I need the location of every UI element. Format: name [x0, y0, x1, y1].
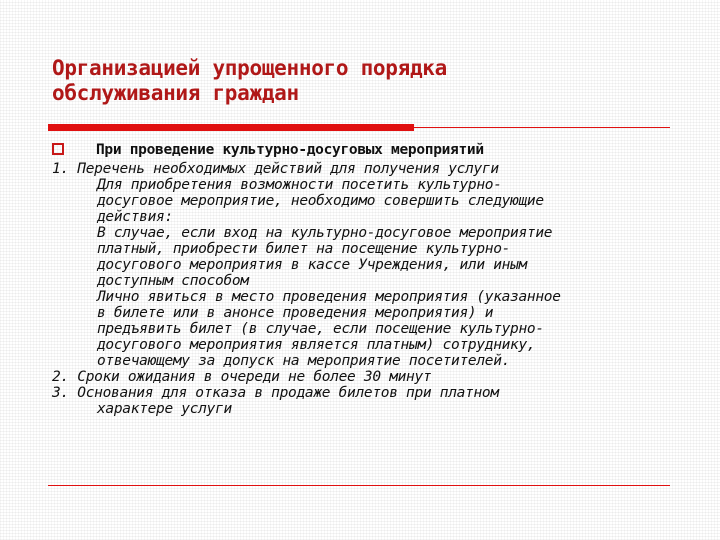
section-3-line: характере услуги	[97, 401, 232, 417]
section-3-line: 3. Основания для отказа в продаже билетов при платном	[52, 385, 499, 401]
section-3-refusal-grounds	[52, 385, 692, 417]
title-line-1: Организацией упрощенного порядка	[52, 56, 447, 80]
paragraph-line: досуговое мероприятие, необходимо совершить следующие	[97, 193, 544, 209]
paragraph-line: отвечающему за допуск на мероприятие посетителей.	[97, 353, 511, 369]
paragraph-line: В случае, если вход на культурно-досуговое мероприятие	[97, 225, 553, 241]
bullet-heading: При проведение культурно-досуговых мероприятий	[96, 142, 484, 158]
section-2-waiting-time: 2. Сроки ожидания в очереди не более 30 минут	[52, 369, 432, 385]
paragraph-acquire	[52, 177, 692, 225]
title-underline-thin	[414, 127, 670, 128]
slide-title	[52, 56, 692, 106]
paragraph-line: предъявить билет (в случае, если посещение культурно-	[97, 321, 544, 337]
paragraph-line: платный, приобрести билет на посещение культурно-	[97, 241, 511, 257]
paragraph-line: Для приобретения возможности посетить культурно-	[97, 177, 502, 193]
slide-body	[52, 140, 692, 417]
title-line-2: обслуживания граждан	[52, 81, 299, 105]
paragraph-line: доступным способом	[97, 273, 249, 289]
section-1-heading: 1. Перечень необходимых действий для получения услуги	[52, 161, 499, 177]
bullet-heading-row	[52, 140, 692, 160]
footer-rule	[48, 485, 670, 486]
paragraph-line: Лично явиться в место проведения мероприятия (указанное	[97, 289, 561, 305]
hollow-square-bullet-icon	[52, 143, 64, 155]
paragraph-buy-ticket	[52, 225, 692, 289]
paragraph-line: в билете или в анонсе проведения мероприятия) и	[97, 305, 494, 321]
paragraph-line: действия:	[97, 209, 173, 225]
paragraph-line: досугового мероприятия в кассе Учреждения, или иным	[97, 257, 527, 273]
title-underline-thick	[48, 124, 414, 131]
paragraph-line: досугового мероприятия является платным) сотруднику,	[97, 337, 536, 353]
paragraph-attend	[52, 289, 692, 369]
